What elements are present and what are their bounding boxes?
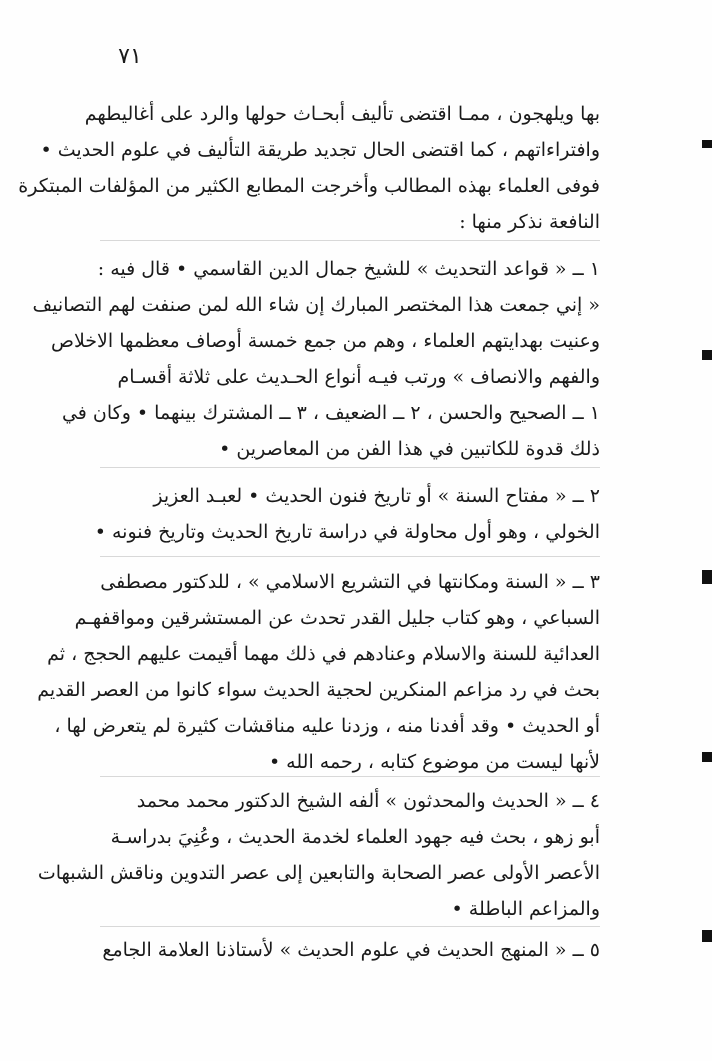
text-line: وافتراءاتهم ، كما اقتضى الحال تجديد طريقة التأليف في علوم الحديث • — [40, 139, 600, 161]
page-number: ٧١ — [118, 44, 142, 69]
paragraph-item-1 — [32, 251, 600, 467]
text-line: بحث في رد مزاعم المنكرين لحجية الحديث سواء كانوا من العصر القديم — [37, 679, 600, 701]
text-line: أبو زهو ، بحث فيه جهود العلماء لخدمة الحديث ، وعُنِيَ بدراسـة — [110, 826, 600, 848]
text-line: بها ويلهجون ، ممـا اقتضى تأليف أبحـاث حولها والرد على أغاليطهم — [84, 103, 600, 125]
paragraph-divider — [100, 776, 600, 777]
text-line: ١ ــ « قواعد التحديث » للشيخ جمال الدين القاسمي • قال فيه : — [97, 258, 600, 280]
text-line: ٤ ــ « الحديث والمحدثون » ألفه الشيخ الدكتور محمد محمد — [136, 790, 600, 812]
text-line: الأعصر الأولى عصر الصحابة والتابعين إلى عصر التدوين وناقش الشبهات — [37, 862, 600, 884]
text-line: العدائية للسنة والاسلام وعنادهم في ذلك مهما أقيمت عليهم الحجج ، ثم — [47, 643, 600, 665]
paragraph-divider — [100, 556, 600, 557]
scan-edge-mark — [702, 140, 712, 148]
paragraph-item-4 — [37, 783, 600, 927]
paragraph-item-3 — [37, 564, 600, 780]
text-line: وعنيت بهدايتهم العلماء ، وهم من جمع خمسة أوصاف معظمها الاخلاص — [50, 330, 600, 352]
scan-edge-mark — [702, 570, 712, 584]
text-line: السباعي ، وهو كتاب جليل القدر تحدث عن المستشرقين ومواقفهـم — [74, 607, 600, 629]
text-line: ١ ــ الصحيح والحسن ، ٢ ــ الضعيف ، ٣ ــ المشترك بينهما • وكان في — [61, 402, 600, 424]
text-line: ذلك قدوة للكاتبين في هذا الفن من المعاصرين • — [219, 438, 600, 460]
text-line: والمزاعم الباطلة • — [451, 898, 600, 920]
paragraph-item-5 — [100, 932, 600, 968]
text-line: ٥ ــ « المنهج الحديث في علوم الحديث » لأستاذنا العلامة الجامع — [102, 939, 600, 961]
text-line: الخولي ، وهو أول محاولة في دراسة تاريخ الحديث وتاريخ فنونه • — [94, 521, 600, 543]
text-line: والفهم والانصاف » ورتب فيـه أنواع الحـديث على ثلاثة أقسـام — [117, 366, 600, 388]
text-line: النافعة نذكر منها : — [459, 211, 600, 233]
paragraph-item-2 — [94, 478, 600, 550]
paragraph-intro — [18, 96, 600, 240]
scan-edge-mark — [702, 752, 712, 762]
text-line: ٣ ــ « السنة ومكانتها في التشريع الاسلامي » ، للدكتور مصطفى — [100, 571, 600, 593]
text-line: ٢ ــ « مفتاح السنة » أو تاريخ فنون الحديث • لعبـد العزيز — [153, 485, 600, 507]
text-line: فوفى العلماء بهذه المطالب وأخرجت المطابع الكثير من المؤلفات المبتكرة — [18, 175, 600, 197]
text-line: « إني جمعت هذا المختصر المبارك إن شاء الله لمن صنفت لهم التصانيف — [32, 294, 600, 316]
text-line: أو الحديث • وقد أفدنا منه ، وزدنا عليه مناقشات كثيرة لم يتعرض لها ، — [54, 715, 600, 737]
scan-edge-mark — [702, 350, 712, 360]
paragraph-divider — [100, 926, 600, 927]
paragraph-divider — [100, 467, 600, 468]
scan-edge-mark — [702, 930, 712, 942]
paragraph-divider — [100, 240, 600, 241]
text-line: لأنها ليست من موضوع كتابه ، رحمه الله • — [268, 751, 600, 773]
